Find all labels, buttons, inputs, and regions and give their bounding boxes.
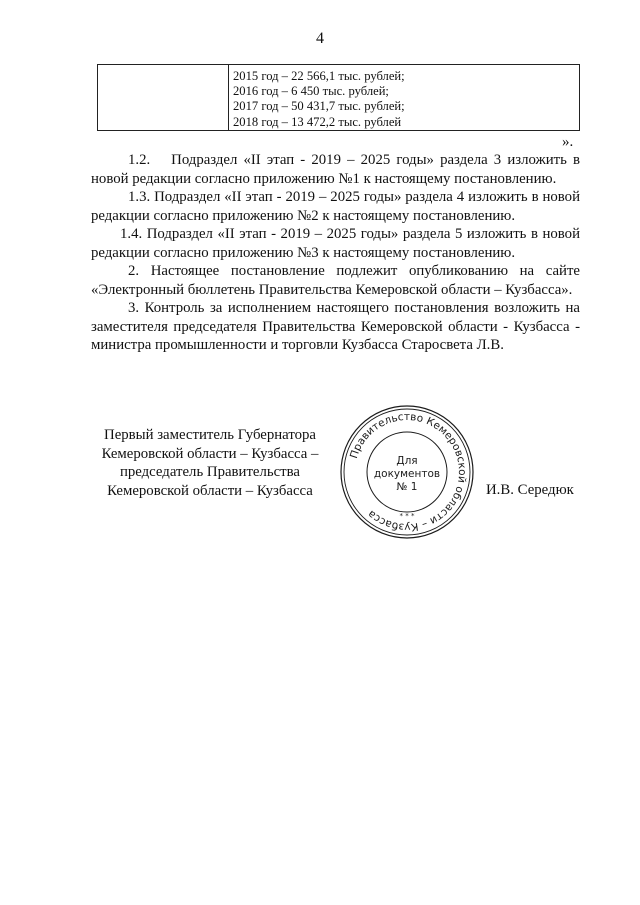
signer-name: И.В. Середюк	[486, 482, 574, 498]
seal-center-line-3: № 1	[396, 481, 418, 493]
closing-quote: ».	[562, 134, 574, 150]
seal-stars: * * *	[399, 512, 415, 520]
page-number: 4	[316, 30, 324, 47]
signatory-line: Первый заместитель Губернатора	[104, 427, 316, 443]
paragraph-1-3: 1.3. Подраздел «II этап - 2019 – 2025 годы» раздела 4 изложить в новой редакции согласно приложению №2 к настоящему постановлению.	[91, 189, 580, 224]
signatory-line: председатель Правительства	[119, 464, 301, 480]
table-cell-empty	[98, 65, 229, 131]
year-amount-2017: 2017 год – 50 431,7 тыс. рублей;	[233, 99, 405, 114]
table-row	[98, 65, 580, 131]
seal-ring-text: Правительство Кемеровской области – Кузбасса	[347, 410, 469, 534]
seal-center-line-1: Для	[396, 455, 418, 467]
seal-center-line-2: документов	[373, 468, 441, 480]
paragraph-1-4: 1.4. Подраздел «II этап - 2019 – 2025 годы» раздела 5 изложить в новой редакции согласно приложению №3 к настоящему постановлению.	[91, 226, 580, 261]
signatory-line: Кемеровской области – Кузбасса –	[101, 445, 319, 462]
year-amount-2015: 2015 год – 22 566,1 тыс. рублей;	[233, 69, 405, 83]
paragraph-2: 2. Настоящее постановление подлежит опубликованию на сайте «Электронный бюллетень Правительства Кемеровской области – Кузбасса».	[91, 263, 580, 298]
document-body	[91, 151, 580, 355]
year-amount-2016: 2016 год – 6 450 тыс. рублей;	[233, 84, 389, 99]
year-amount-2018: 2018 год – 13 472,2 тыс. рублей	[233, 114, 402, 129]
funding-table	[97, 64, 580, 131]
signatory-position	[90, 426, 330, 500]
table-cell-years	[229, 65, 580, 131]
paragraph-1-2: 1.2. Подраздел «II этап - 2019 – 2025 годы» раздела 3 изложить в новой редакции согласно приложению №1 к настоящему постановлению.	[91, 152, 580, 187]
signatory-line: Кемеровской области – Кузбасса	[107, 482, 313, 499]
paragraph-3: 3. Контроль за исполнением настоящего постановления возложить на заместителя председателя Правительства Кемеровской области - Кузбасса - министра промышленности и торговли Кузбасса Старосвета Л.В.	[91, 300, 580, 353]
official-seal-stamp	[339, 404, 475, 540]
